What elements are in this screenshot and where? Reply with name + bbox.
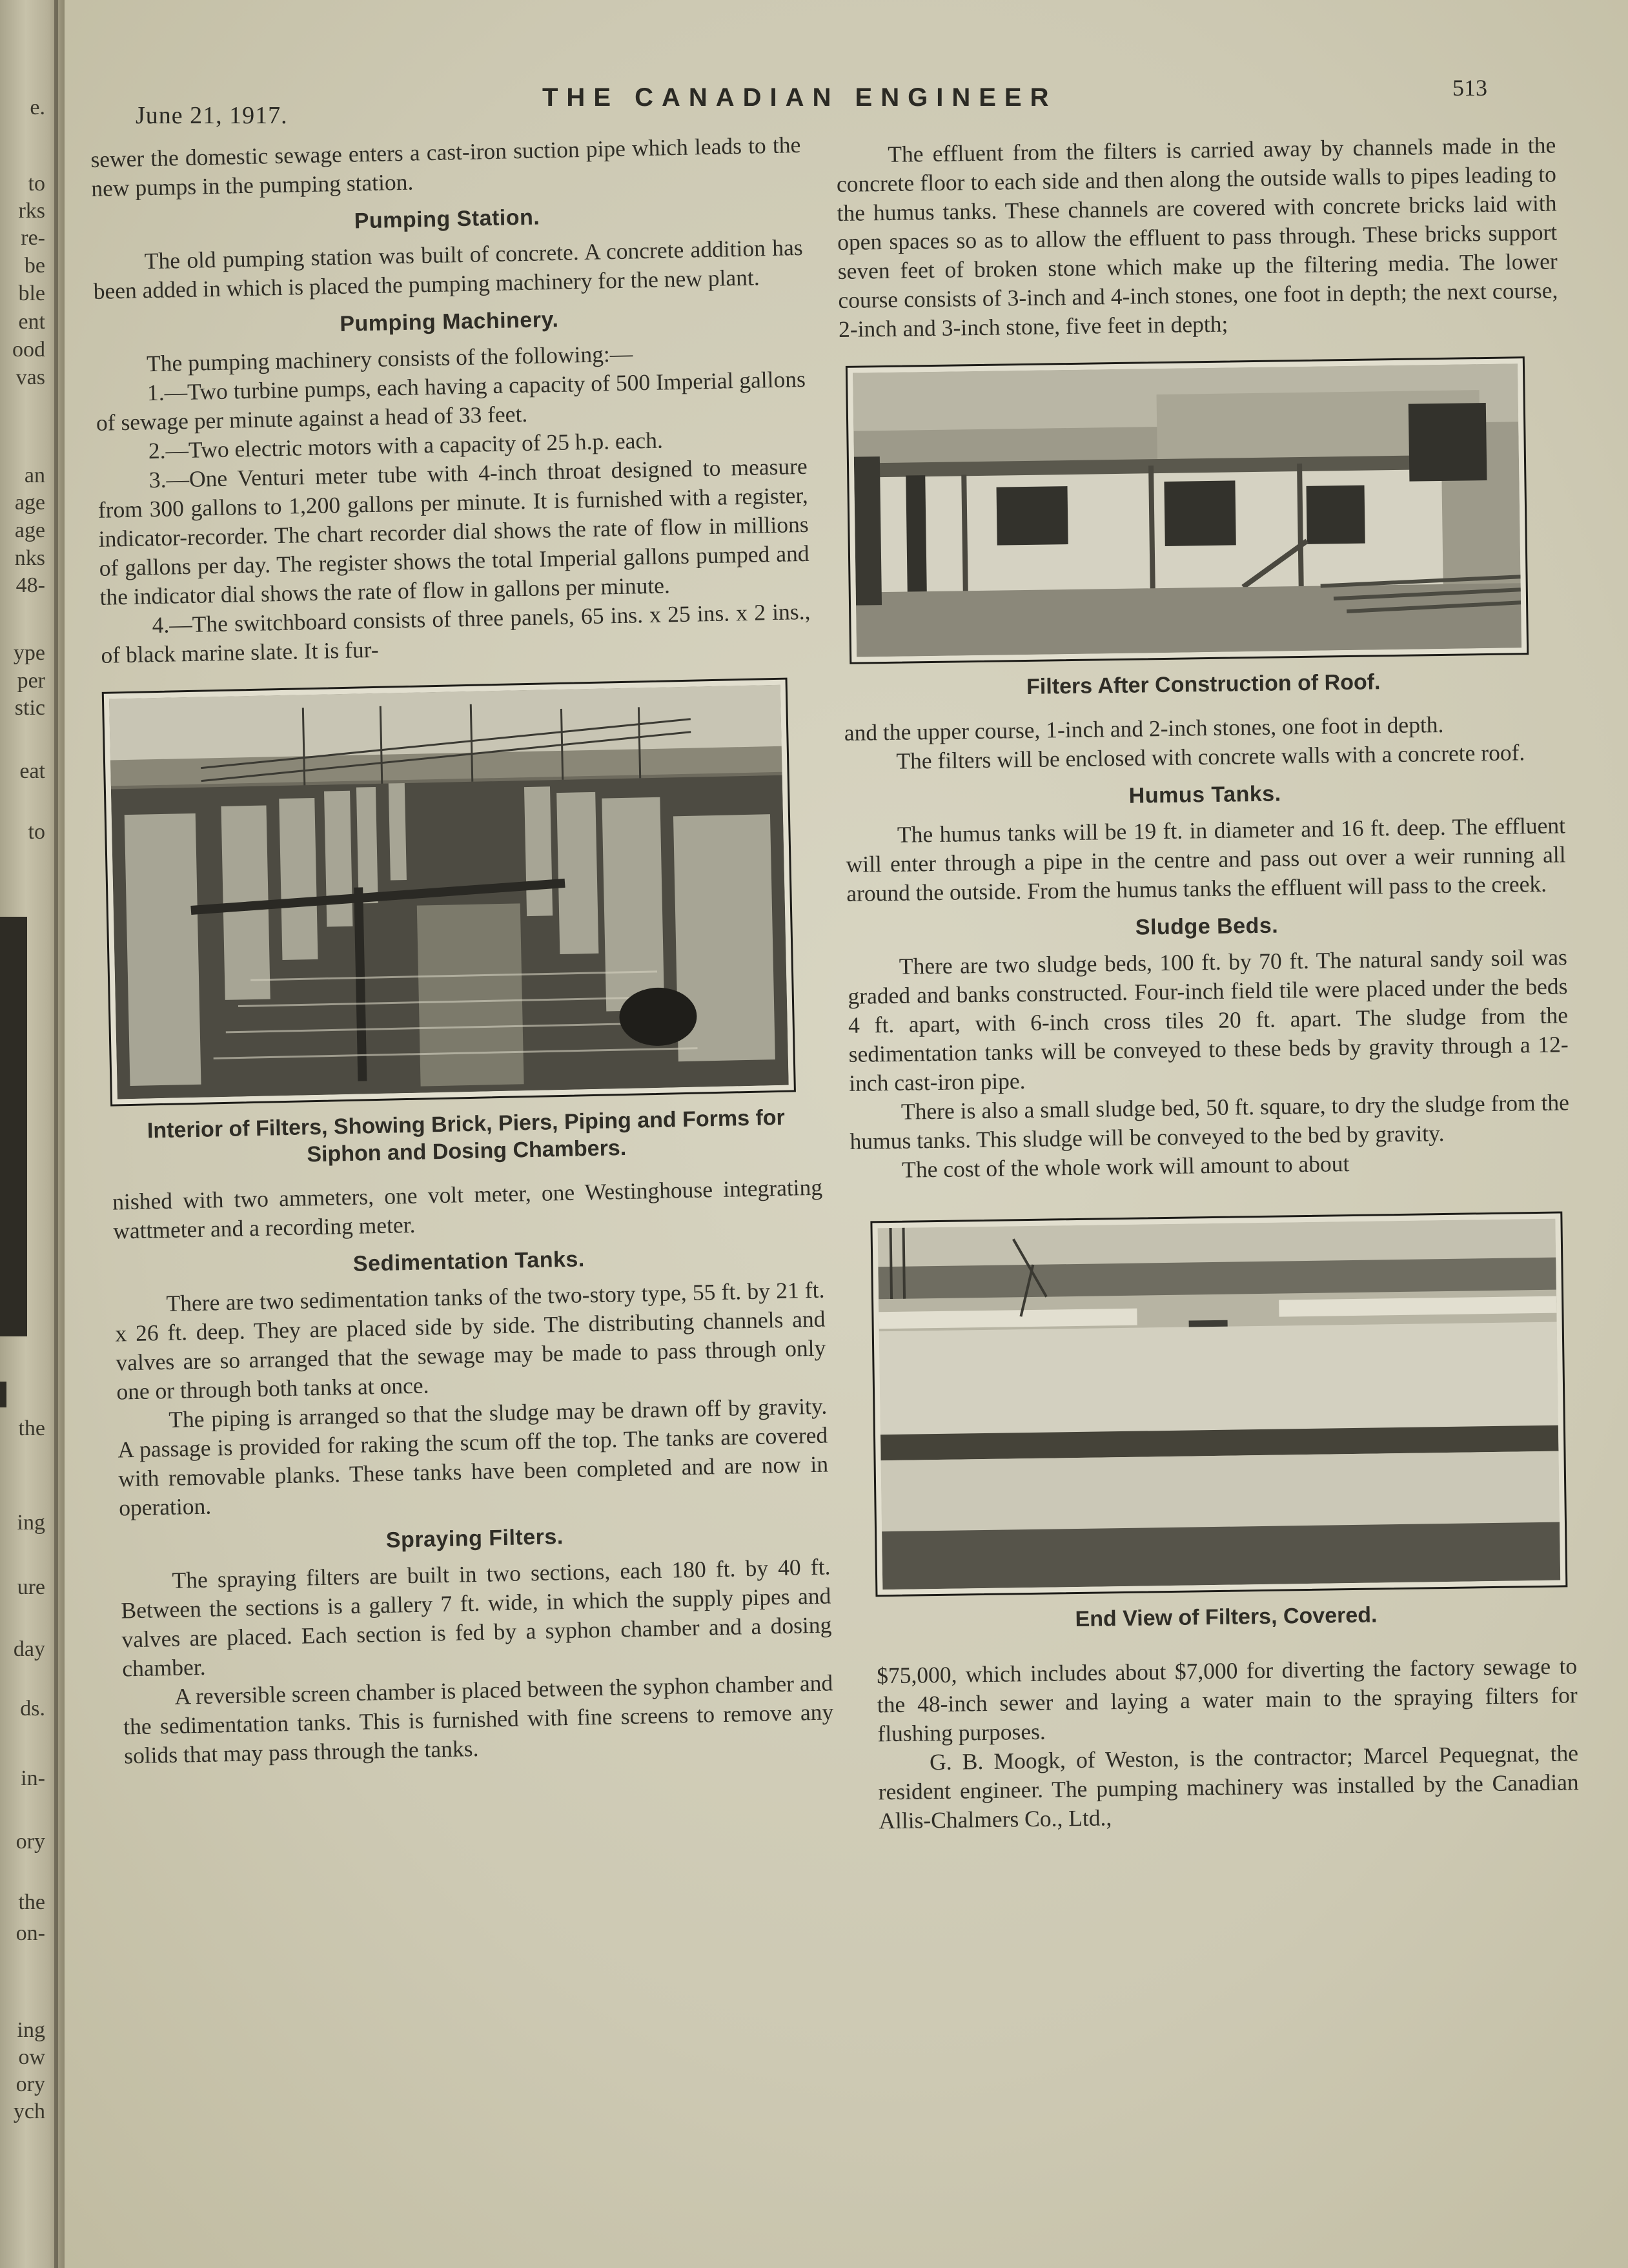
paragraph: The piping is arranged so that the sludge may be drawn off by gravity. A passage is provided for raking the scum off the top. The tanks are covered with removable planks. These tanks have been completed and are now in operation. — [117, 1393, 829, 1521]
gutter-fragment: to — [28, 172, 45, 196]
gutter-fragment: ent — [18, 310, 45, 334]
photo-caption-end-view: End View of Filters, Covered. — [1075, 1602, 1378, 1632]
paragraph: The humus tanks will be 19 ft. in diameter and 16 ft. deep. The effluent will enter through a pipe in the centre and pass out over a weir running all around the outside. From the humus tanks the effluent will pass to the creek. — [846, 812, 1566, 906]
gutter-fragment: ow — [18, 2045, 45, 2069]
gutter-fragment: ds. — [20, 1697, 45, 1721]
gutter-fragment: ory — [15, 2072, 45, 2096]
gutter-fragment: rks — [18, 199, 45, 223]
gutter-fragment: ych — [13, 2099, 45, 2123]
end-view-image — [878, 1219, 1561, 1590]
list-item: 3.—One Venturi meter tube with 4-inch throat designed to measure from 300 gallons to 1,200 gallons per minute. It is furnished with a register, indicator-recorder. The chart recorder dial shows the rate of flow in millions of gallons per day. The register shows the total Imperial gallons pumped and the indicator dial shows the rate of flow in gallons per minute. — [97, 453, 809, 610]
gutter-fragment: day — [13, 1637, 45, 1661]
paragraph: and the upper course, 1-inch and 2-inch stones, one foot in depth. — [844, 711, 1444, 746]
gutter-fragment: eat — [19, 759, 45, 783]
gutter-fragment: re- — [21, 226, 45, 250]
gutter-fragment: be — [24, 254, 45, 278]
paragraph: There are two sedimentation tanks of the two-story type, 55 ft. by 21 ft. x 26 ft. deep. They are placed side by side. The distributing channels and valves are so arranged that the sewage may be made to pass through only one or through both tanks at once. — [115, 1276, 826, 1405]
gutter-fragment: ype — [13, 641, 45, 665]
paragraph: nished with two ammeters, one volt meter, one Westinghouse integrating wattmeter and a recording meter. — [112, 1174, 823, 1244]
paragraph: The spraying filters are built in two sections, each 180 ft. by 40 ft. Between the sections is a gallery 7 ft. wide, in which the supply pipes and valves are placed. Each section is fed by a syphon chamber and a dosing chamber. — [121, 1553, 832, 1682]
page-header — [129, 68, 1511, 129]
adjacent-page-photo — [0, 917, 27, 1336]
photo-filters-after-roof — [846, 356, 1529, 664]
paragraph: The cost of the whole work will amount to about — [901, 1150, 1350, 1183]
gutter-fragment: the — [18, 1416, 45, 1440]
gutter-fragment: per — [17, 669, 45, 693]
photo-caption-filters-after-roof: Filters After Construction of Roof. — [1026, 669, 1381, 699]
gutter-fragment: stic — [14, 696, 45, 720]
section-heading-spraying-filters: Spraying Filters. — [385, 1524, 564, 1553]
binding-line — [54, 0, 58, 2268]
paragraph: There are two sludge beds, 100 ft. by 70 ft. The natural sandy soil was graded and banks constructed. Four-inch field tile were placed under the beds 4 ft. apart, with 6-inch cross tiles 20 ft. apart. The sludge from the sedimentation tanks will be conveyed to these beds by gravity through a 12-inch cast-iron pipe. — [848, 944, 1569, 1096]
gutter-fragment: 48- — [15, 573, 45, 597]
gutter-fragment: ory — [15, 1830, 45, 1854]
gutter-fragment: on- — [15, 1921, 45, 1945]
photo-interior-of-filters — [102, 678, 796, 1107]
gutter-fragment: the — [18, 1890, 45, 1914]
gutter-fragment: ing — [17, 1511, 45, 1535]
list-item: 2.—Two electric motors with a capacity of 25 h.p. each. — [148, 427, 664, 464]
intro-paragraph: sewer the domestic sewage enters a cast-iron suction pipe which leads to the new pumps in the pumping station. — [90, 131, 801, 201]
gutter-fragment: an — [24, 464, 45, 487]
gutter-fragment: ble — [18, 281, 45, 305]
section-heading-pumping-machinery: Pumping Machinery. — [339, 307, 559, 336]
gutter-fragment: ing — [17, 2018, 45, 2042]
section-heading-pumping-station: Pumping Station. — [354, 205, 540, 234]
section-heading-humus-tanks: Humus Tanks. — [1128, 781, 1281, 808]
filter-interior-image — [109, 685, 789, 1099]
adjacent-page-gutter — [0, 0, 65, 2268]
paragraph: G. B. Moogk, of Weston, is the contractor; Marcel Pequegnat, the resident engineer. The pumping machinery was installed by the Canadian Allis-Chalmers Co., Ltd., — [878, 1740, 1579, 1834]
gutter-fragment: ood — [12, 338, 45, 362]
list-item: 1.—Two turbine pumps, each having a capacity of 500 Imperial gallons of sewage per minute against a head of 33 feet. — [96, 365, 806, 436]
list-item: 4.—The switchboard consists of three panels, 65 ins. x 25 ins. x 2 ins., of black marine slate. It is fur- — [101, 598, 811, 668]
gutter-fragment: ure — [17, 1575, 45, 1599]
photo-end-view-of-filters — [870, 1211, 1567, 1597]
right-column — [836, 130, 1580, 1835]
gutter-fragment: age — [14, 518, 45, 542]
paragraph: The filters will be enclosed with concrete walls with a concrete roof. — [896, 739, 1525, 774]
page-number: 513 — [1452, 75, 1487, 101]
left-column — [90, 130, 834, 1770]
paragraph: $75,000, which includes about $7,000 for diverting the factory sewage to the 48-inch sewer and laying a water main to the spraying filters for flushing purposes. — [876, 1653, 1578, 1747]
paragraph: The pumping machinery consists of the following:— — [146, 340, 633, 377]
gutter-fragment: age — [14, 491, 45, 515]
journal-masthead: THE CANADIAN ENGINEER — [542, 83, 1057, 112]
gutter-fragment: nks — [14, 546, 45, 570]
filters-roof-image — [853, 363, 1521, 657]
section-heading-sludge-beds: Sludge Beds. — [1135, 913, 1279, 940]
photo-caption-interior-of-filters: Interior of Filters, Showing Brick, Piers, Piping and Forms for Siphon and Dosing Chambers. — [147, 1105, 786, 1167]
gutter-fragment: in- — [21, 1766, 45, 1790]
paragraph: The old pumping station was built of concrete. A concrete addition has been added in which is placed the pumping machinery for the new plant. — [93, 234, 803, 304]
paragraph: There is also a small sludge bed, 50 ft. square, to dry the sludge from the humus tanks. This sludge will be conveyed to the bed by gravity. — [850, 1089, 1570, 1154]
paragraph: A reversible screen chamber is placed between the syphon chamber and the sedimentation tanks. This is furnished with fine screens to remove any solids that may pass through the tanks. — [123, 1670, 834, 1769]
paragraph: The effluent from the filters is carried away by channels made in the concrete floor to each side and then along the outside walls to pipes leading to the humus tanks. These channels are covered with concrete bricks laid with open spaces so as to allow the effluent to pass through. These bricks support seven feet of broken stone which make up the filtering media. The lower course consists of 3-inch and 4-inch stones, one foot in depth; the next course, 2-inch and 3-inch stone, five feet in depth; — [836, 132, 1558, 342]
gutter-fragment: vas — [15, 365, 45, 389]
adjacent-page-photo-edge — [0, 1382, 6, 1407]
gutter-fragment: e. — [30, 96, 45, 119]
gutter-fragment: to — [28, 820, 45, 844]
section-heading-sedimentation-tanks: Sedimentation Tanks. — [352, 1247, 585, 1276]
issue-date: June 21, 1917. — [136, 102, 288, 129]
